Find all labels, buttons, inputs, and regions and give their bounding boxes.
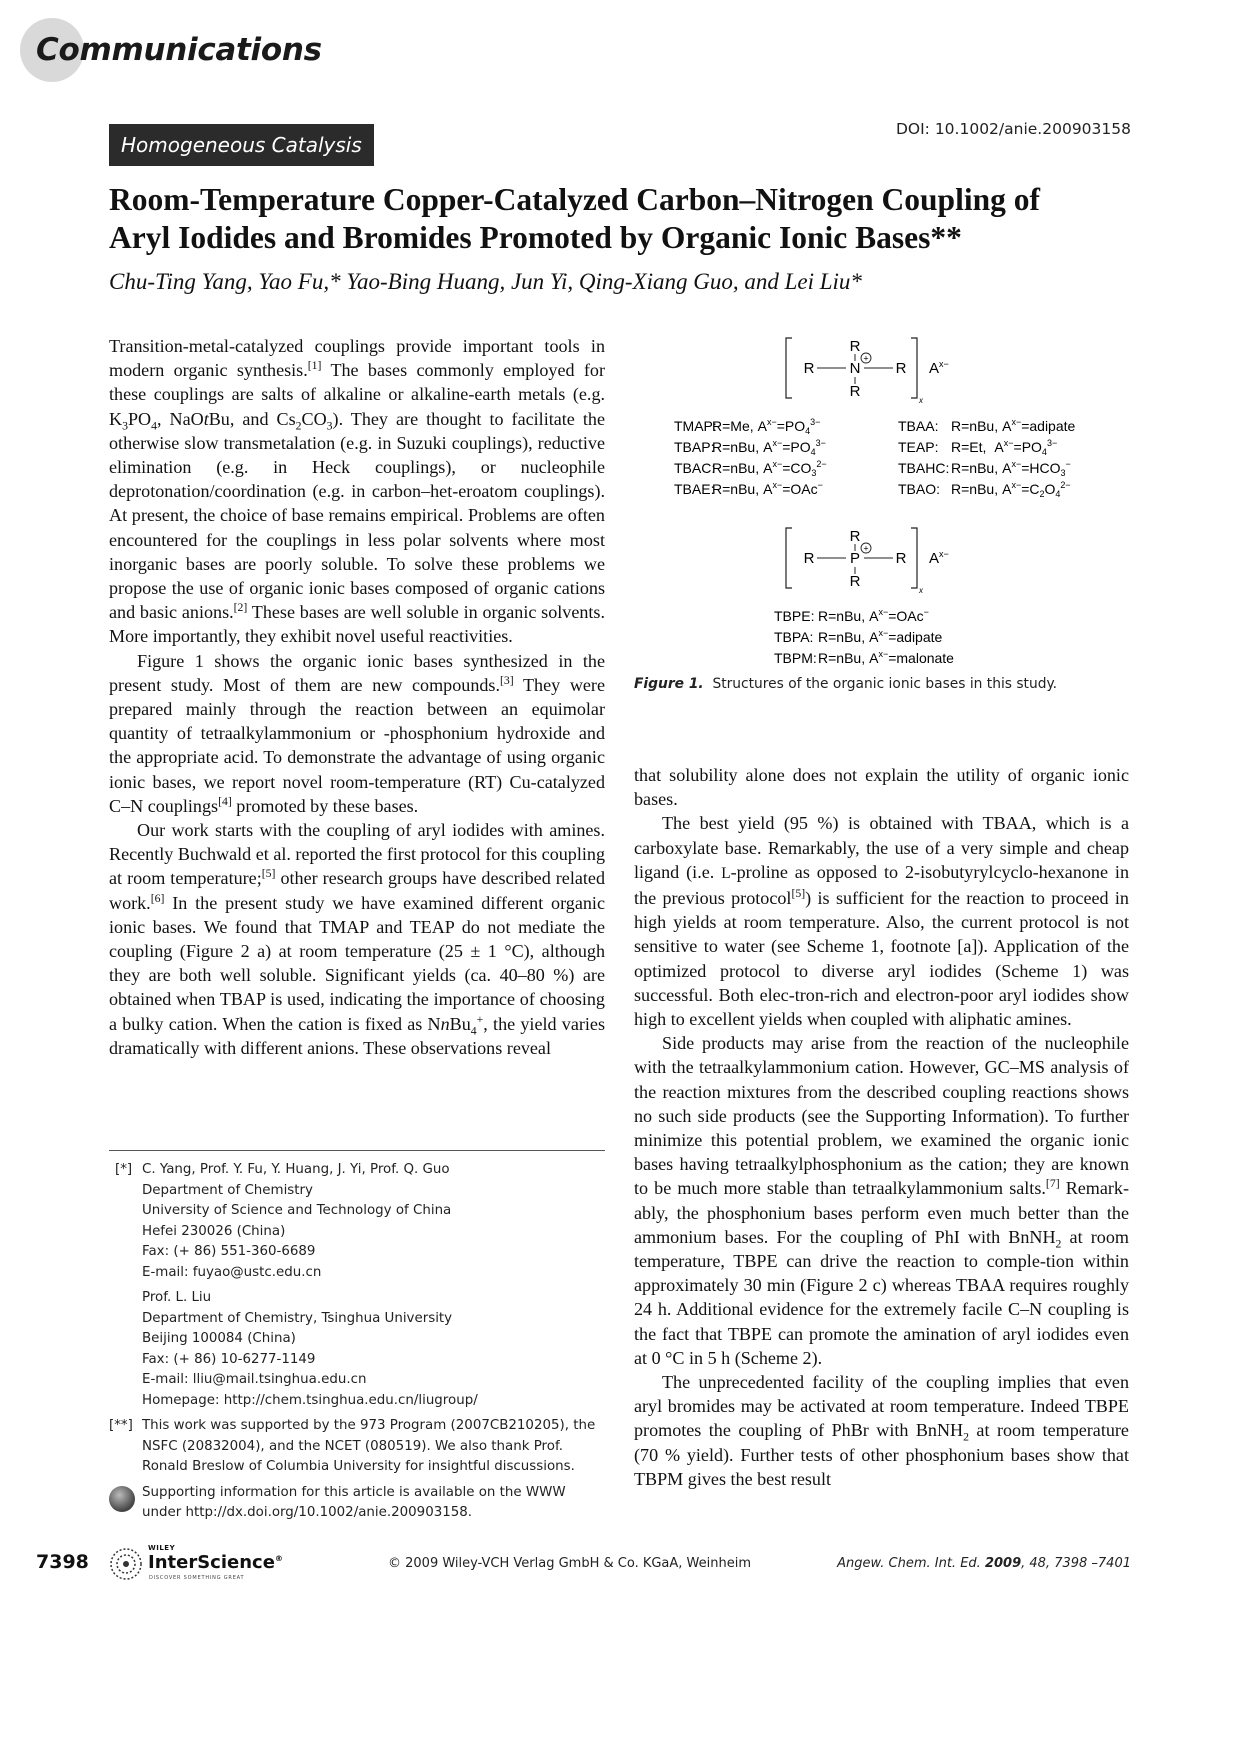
paragraph: The unprecedented facility of the coupling implies that even aryl bromides may be activated at room temperature. Indeed TBPE promotes the coupling of PhBr with BnNH$_2$ at room temperature (70 % yield). Further tests of other phosphonium bases show that TBPM gives the best result xyxy=(634,1372,1129,1489)
base-def: R=nBu, $A^{x-}=PO_4^{3-}$ xyxy=(712,438,826,457)
paragraph: that solubility alone does not explain the utility of organic ionic bases. xyxy=(634,765,1129,810)
supporting-info-footnote: Supporting information for this article is available on the WWW under http://dx.doi.org/10.1002/anie.200903158. xyxy=(109,1483,609,1524)
copyright-text: © 2009 Wiley-VCH Verlag GmbH & Co. KGaA, Weinheim xyxy=(388,1556,752,1571)
caption-label: Figure 1. xyxy=(634,676,704,692)
figure-1-structures xyxy=(634,328,1129,708)
bracket-right xyxy=(911,338,917,398)
ammonium-base-list xyxy=(674,417,1076,499)
atom-r: R xyxy=(849,573,861,590)
anion-label: $A^{x-}$ xyxy=(929,549,949,567)
base-def: R=Et, $A^{x-}=PO_4^{3-}$ xyxy=(951,438,1058,457)
atom-r: R xyxy=(895,550,907,567)
atom-r: R xyxy=(849,338,861,355)
anion-label: $A^{x-}$ xyxy=(929,359,949,377)
journal-citation: Angew. Chem. Int. Ed. 2009, 48, 7398 –7401 xyxy=(837,1556,1131,1571)
base-def: R=nBu, $A^{x-}=adipate$ xyxy=(951,417,1076,434)
phosphonium-base-list xyxy=(774,607,954,666)
paragraph: Our work starts with the coupling of aryl iodides with amines. Recently Buchwald et al. reported the first protocol for this coupling at room temperature;[5] other research groups have described related work.[6] In the present study we have examined different organic ionic bases. We found that TMAP and TEAP do not mediate the coupling (Figure 2 a) at room temperature (25 ± 1 °C), although they are both well soluble. Significant yields (ca. 40–80 %) are obtained when TBAP is used, indicating the importance of choosing a bulky cation. When the cation is fixed as NnBu$_4$+, the yield varies dramatically with different anions. These observations reveal xyxy=(109,820,606,1058)
paragraph: Figure 1 shows the organic ionic bases synthesized in the present study. Most of them are new compounds.[3] They were prepared mainly through the reaction between an equimolar quantity of tetraalkylammonium or -phosphonium hydroxide and the appropriate acid. To demonstrate the advantage of using organic ionic bases, we report novel room-temperature (RT) Cu-catalyzed C–N couplings[4] promoted by these bases. xyxy=(109,650,606,816)
article-title xyxy=(109,181,1139,257)
atom-r: R xyxy=(895,360,907,377)
base-code: TBAC: xyxy=(674,460,716,476)
base-code: TBAO: xyxy=(898,481,941,497)
base-def: R=Me, $A^{x-}=PO_4^{3-}$ xyxy=(712,417,821,436)
base-code: TMAP: xyxy=(674,418,717,434)
atom-r: R xyxy=(803,360,815,377)
affiliation-footnote: [*] C. Yang, Prof. Y. Fu, Y. Huang, J. Yi, Prof. Q. Guo Department of Chemistry University of Science and Technology of China Hefei 230026 (China) Fax: (+ 86) 551-360-6689 E-mail: fuyao@ustc.edu.cn xyxy=(115,1162,452,1280)
base-def: R=nBu, $A^{x-}=C_2O_4^{2-}$ xyxy=(951,480,1071,499)
interscience-logo: WILEY InterScience® DISCOVER SOMETHING GREAT xyxy=(108,1544,278,1584)
left-column xyxy=(109,334,605,1060)
base-code: TBPM: xyxy=(774,650,817,666)
atom-p: P xyxy=(849,550,861,567)
base-code: TEAP: xyxy=(898,439,939,455)
base-code: TBAE: xyxy=(674,481,715,497)
paragraph: Side products may arise from the reaction of the nucleophile with the tetraalkylammonium cation. However, GC–MS analysis of the reaction mixtures from the described coupling reactions shows no such side products (see the Supporting Information). To further minimize this potential problem, we examined the organic ionic bases having tetraalkylphosphonium as the cation; they are known to be much more stable than tetraalkylammonium salts.[7] Remark-ably, the phosphonium bases perform even much better than the ammonium bases. For the coupling of PhI with BnNH$_2$ at room temperature, TBPE can drive the reaction to comple-tion within approximately 30 min (Figure 2 c) whereas TBAA requires roughly 24 h. Additional evidence for the extremely facile C–N coupling is the fact that TBPE can promote the amination of aryl iodides even at 0 °C in 5 h (Scheme 2). xyxy=(634,1033,1130,1368)
topic-label: Homogeneous Catalysis xyxy=(109,124,374,166)
footnote-divider xyxy=(109,1150,605,1151)
base-code: TBPA: xyxy=(774,629,814,645)
base-code: TBAHC: xyxy=(898,460,950,476)
affiliation-footnote: Prof. L. Liu Department of Chemistry, Tsinghua University Beijing 100084 (China) Fax: (+ 86) 10-6277-1149 E-mail: lliu@mail.tsinghua.edu.cn Homepage: http://chem.tsinghua.edu.cn/liugroup/ xyxy=(142,1290,478,1408)
section-title: Communications xyxy=(36,32,322,68)
base-def: R=nBu, $A^{x-}=CO_3^{2-}$ xyxy=(712,459,827,478)
base-code: TBPE: xyxy=(774,608,815,624)
title-line: Room-Temperature Copper-Catalyzed Carbon–Nitrogen Coupling of xyxy=(109,182,1040,217)
plus-sign: + xyxy=(863,353,869,364)
footnotes xyxy=(109,1160,609,1524)
bracket-left xyxy=(786,338,792,398)
atom-r: R xyxy=(849,528,861,545)
base-def: R=nBu, $A^{x-}=OAc^-$ xyxy=(712,480,823,497)
ammonium-structure xyxy=(786,338,949,405)
paragraph: The best yield (95 %) is obtained with TBAA, which is a carboxylate base. Remarkably, the use of a very simple and cheap ligand (i.e. L-proline as opposed to 2-isobutyrylcyclo-hexanone in the previous protocol[5]) is sufficient for the reaction to proceed in high yields at room temperature. Also, the current protocol is not sensitive to water (see Scheme 1, footnote [a]). Application of the optimized protocol to diverse aryl iodides (Scheme 1) was successful. Both elec-tron-rich and electron-poor aryl iodides show high to excellent yields when coupled with aliphatic amines. xyxy=(634,813,1130,1030)
subscript-x: x xyxy=(919,396,923,405)
caption-text: Structures of the organic ionic bases in this study. xyxy=(712,676,1058,692)
phosphonium-structure xyxy=(786,528,949,595)
right-column xyxy=(634,763,1129,1491)
figure-caption xyxy=(634,676,1057,692)
subscript-x: x xyxy=(919,586,923,595)
plus-sign: + xyxy=(863,543,869,554)
base-def: R=nBu, $A^{x-}=malonate$ xyxy=(818,649,954,666)
base-code: TBAP: xyxy=(674,439,715,455)
base-code: TBAA: xyxy=(898,418,939,434)
interscience-globe-icon xyxy=(108,1546,144,1582)
supporting-info-icon xyxy=(109,1486,135,1512)
doi-text: DOI: 10.1002/anie.200903158 xyxy=(895,120,1131,138)
title-line: Aryl Iodides and Bromides Promoted by Organic Ionic Bases** xyxy=(109,220,962,255)
atom-r: R xyxy=(849,383,861,400)
base-def: R=nBu, $A^{x-}=OAc^-$ xyxy=(818,607,929,624)
atom-n: N xyxy=(849,360,861,377)
base-def: R=nBu, $A^{x-}=HCO_3^-$ xyxy=(951,459,1071,478)
funding-footnote: [**] This work was supported by the 973 Program (2007CB210205), the NSFC (20832004), and the NCET (080519). We also thank Prof. Ronald Breslow of Columbia University for insightful discussions. xyxy=(109,1418,596,1474)
author-list: Chu-Ting Yang, Yao Fu,* Yao-Bing Huang, Jun Yi, Qing-Xiang Guo, and Lei Liu* xyxy=(109,269,862,294)
base-def: R=nBu, $A^{x-}=adipate$ xyxy=(818,628,943,645)
paragraph: Transition-metal-catalyzed couplings provide important tools in modern organic synthesis.[1] The bases commonly employed for these couplings are salts of alkaline or alkaline-earth metals (e.g. $K_3PO_4$, NaOtBu, and $Cs_2CO_3$). They are thought to facilitate the otherwise slow transmetalation (e.g. in Suzuki couplings), reductive elimination (e.g. in Heck couplings), or nucleophile deprotonation/coordination (e.g. in carbon–het-eroatom couplings). At present, the choice of base remains empirical. Problems are often encountered for the couplings in less polar solvents where most inorganic bases are poorly soluble. To solve these problems we propose the use of organic ionic bases composed of organic cations and basic anions.[2] These bases are well soluble in organic solvents. More importantly, they exhibit novel useful reactivities. xyxy=(109,336,606,647)
page-number: 7398 xyxy=(36,1551,89,1573)
atom-r: R xyxy=(803,550,815,567)
